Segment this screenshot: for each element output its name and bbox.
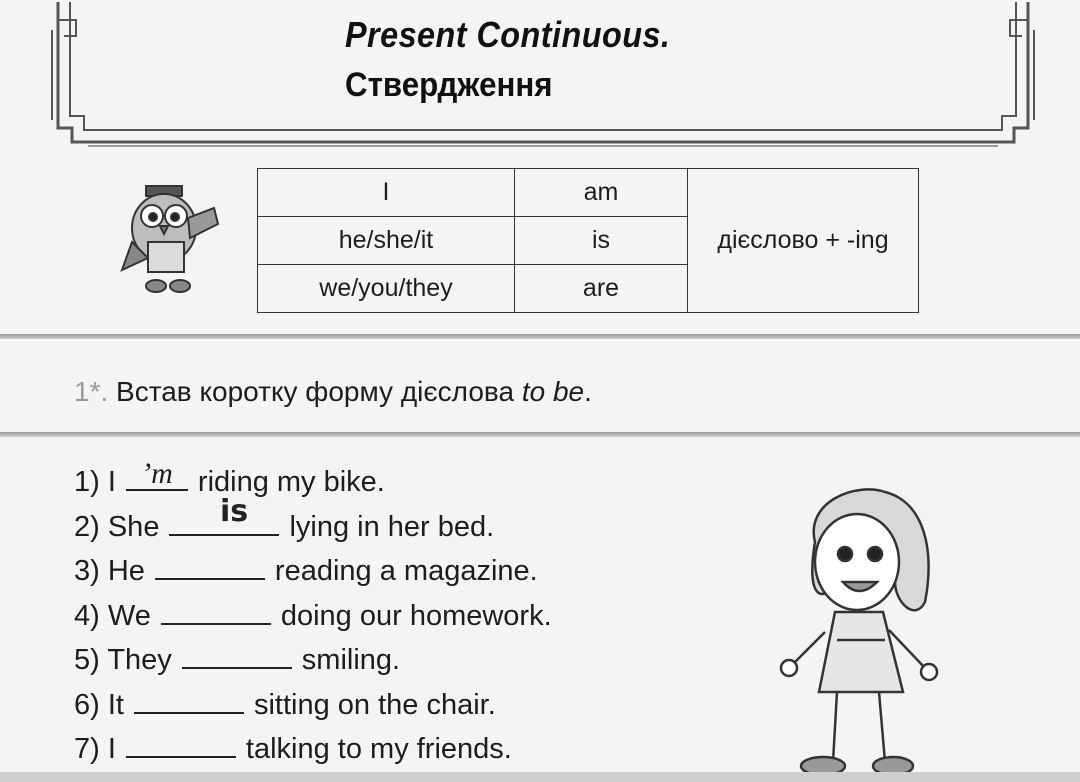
list-item: [74, 594, 552, 639]
answer-blank[interactable]: [126, 457, 188, 491]
sentence-start: 7) I: [74, 733, 116, 765]
sentence-end: smiling.: [301, 644, 401, 676]
page-subtitle: Ствердження: [345, 66, 553, 104]
exercise-list: [74, 457, 552, 772]
sentence-end: doing our homework.: [280, 599, 552, 632]
exercise-star: *.: [89, 376, 109, 407]
page-title: Present Continuous.: [345, 14, 671, 55]
exercise-instruction: [74, 376, 592, 408]
list-item: [74, 683, 552, 728]
bottom-bar: [0, 772, 1080, 782]
answer-blank[interactable]: [161, 599, 271, 625]
verb-cell: am: [515, 169, 688, 217]
divider: [0, 334, 1080, 339]
exercise-number: 1: [74, 376, 90, 407]
divider: [0, 432, 1080, 437]
girl-illustration: [775, 482, 975, 782]
answer-blank[interactable]: [126, 732, 236, 758]
answer-blank[interactable]: [155, 554, 265, 580]
answer-text: ’m: [141, 457, 173, 490]
sentence-start: 6) It: [74, 688, 124, 721]
sentence-end: reading a magazine.: [274, 555, 538, 587]
sentence-start: 2) She: [74, 510, 160, 543]
rule-cell: дієслово + -ing: [688, 169, 919, 313]
subject-cell: he/she/it: [258, 217, 515, 265]
list-item: [74, 638, 552, 683]
verb-cell: is: [515, 217, 688, 265]
verb-cell: are: [515, 265, 688, 313]
instruction-emphasis: to be: [521, 376, 585, 407]
sentence-start: 5) They: [74, 644, 172, 676]
list-item: [74, 457, 552, 505]
sentence-start: 1) I: [74, 466, 116, 498]
list-item: [74, 505, 552, 550]
handwritten-answer: is: [220, 494, 249, 529]
grammar-table: [257, 168, 919, 313]
owl-illustration: [118, 178, 228, 296]
title-block: [345, 14, 707, 105]
sentence-end: talking to my friends.: [245, 733, 512, 765]
answer-blank[interactable]: [134, 688, 244, 714]
sentence-start: 4) We: [74, 599, 151, 632]
sentence-end: sitting on the chair.: [253, 688, 496, 721]
table-row: [258, 169, 919, 217]
answer-blank[interactable]: [182, 643, 292, 669]
subject-cell: I: [258, 169, 515, 217]
instruction-end: .: [584, 376, 592, 407]
sentence-end: riding my bike.: [197, 466, 385, 498]
list-item: [74, 549, 552, 594]
sentence-end: lying in her bed.: [289, 510, 495, 543]
instruction-text: Встав коротку форму дієслова: [116, 376, 522, 407]
subject-cell: we/you/they: [258, 265, 515, 313]
sentence-start: 3) He: [74, 555, 145, 587]
list-item: [74, 727, 552, 772]
